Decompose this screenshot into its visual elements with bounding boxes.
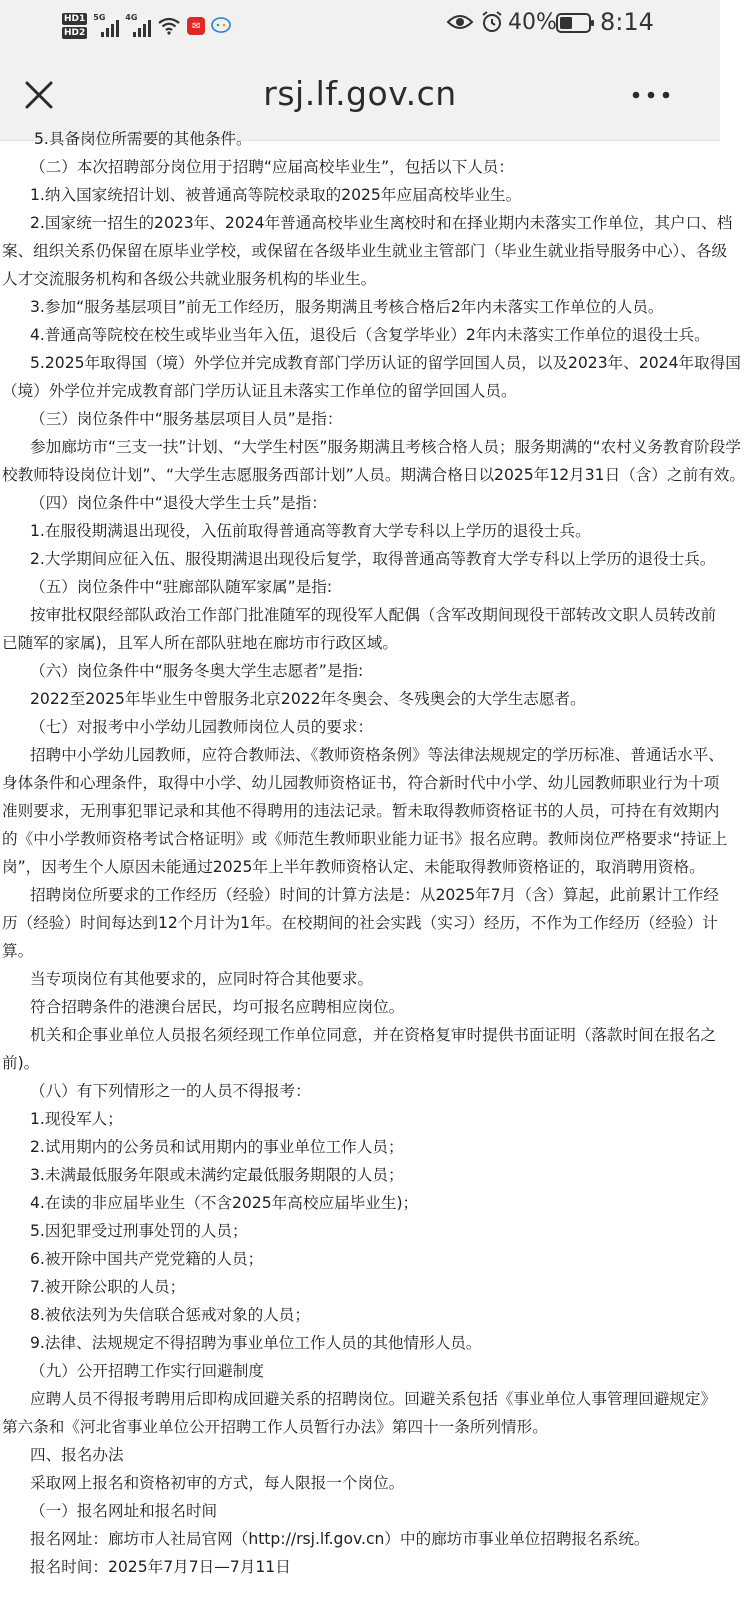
article-line: 3.未满最低服务年限或未满约定最低服务期限的人员； [30,1166,404,1184]
article-line: 四、报名办法 [30,1446,124,1464]
more-dots-icon[interactable] [630,82,674,108]
article-line: 5.因犯罪受过刑事处罚的人员； [30,1222,248,1240]
article-line: 参加廊坊市“三支一扶”计划、“大学生村医”服务期满且考核合格人员；服务期满的“农村义务教育阶段学 [30,438,741,456]
alarm-icon [480,10,504,34]
article-line: 1.在服役期满退出现役，入伍前取得普通高等教育大学专科以上学历的退役士兵。 [30,522,591,540]
article-line: 2.大学期间应征入伍、服役期满退出现役后复学，取得普通高等教育大学专科以上学历的退役士兵。 [30,550,716,568]
hd1-badge: HD1 [64,14,86,24]
article-line: 前)。 [2,1054,40,1072]
article-line: 准则要求，无刑事犯罪记录和其他不得聘用的违法记录。暂未取得教师资格证书的人员，可持在有效期内 [2,802,720,820]
notification-app-icon: ✉ [187,17,205,35]
article-line: 1.现役军人； [30,1110,123,1128]
article-line: （三）岗位条件中“服务基层项目人员”是指： [30,410,343,428]
article-line: 案、组织关系仍保留在原毕业学校，或保留在各级毕业生就业主管部门（毕业生就业指导服务中心）、各级 [2,242,728,260]
article-line: （六）岗位条件中“服务冬奥大学生志愿者”是指: [30,662,364,680]
article-line: 报名时间：2025年7月7日—7月11日 [30,1558,291,1576]
eye-comfort-icon [446,12,474,32]
battery-percent: 40% [508,10,557,35]
clock-time: 8:14 [600,8,654,36]
article-line: 3.参加“服务基层项目”前无工作经历，服务期满且考核合格后2年内未落实工作单位的人员。 [30,298,664,316]
article-line: 1.纳入国家统招计划、被普通高等院校录取的2025年应届高校毕业生。 [30,186,522,204]
article-line: 符合招聘条件的港澳台居民，均可报名应聘相应岗位。 [30,998,405,1016]
article-line: 报名网址：廊坊市人社局官网（http://rsj.lf.gov.cn）中的廊坊市事业单位招聘报名系统。 [30,1530,650,1548]
article-line: 7.被开除公职的人员； [30,1278,186,1296]
article-line: 算。 [2,942,34,960]
hd2-badge: HD2 [64,28,86,38]
article-line: 岗”，因考生个人原因未能通过2025年上半年教师资格认定、未能取得教师资格证的，取消聘用资格。 [2,858,705,876]
article-line: 5.2025年取得国（境）外学位并完成教育部门学历认证的留学回国人员，以及2023年、2024年取得国 [30,354,741,372]
article-line: 2022至2025年毕业生中曾服务北京2022年冬奥会、冬残奥会的大学生志愿者。 [30,690,586,708]
article-line: 已随军的家属)，且军人所在部队驻地在廊坊市行政区域。 [2,634,398,652]
chat-app-icon [211,17,231,35]
article-line: 2.试用期内的公务员和试用期内的事业单位工作人员； [30,1138,404,1156]
article-line: 6.被开除中国共产党党籍的人员； [30,1250,264,1268]
article-line: 招聘中小学幼儿园教师，应符合教师法、《教师资格条例》等法律法规规定的学历标准、普通话水平、 [30,746,724,764]
article-line: （八）有下列情形之一的人员不得报考： [30,1082,311,1100]
article-line: 9.法律、法规规定不得招聘为事业单位工作人员的其他情形人员。 [30,1334,482,1352]
article-line: 4.普通高等院校在校生或毕业当年入伍，退役后（含复学毕业）2年内未落实工作单位的退役士兵。 [30,326,710,344]
article-body [0,130,745,1600]
article-line: 校教师特设岗位计划”、“大学生志愿服务西部计划”人员。期满合格日以2025年12月31日（含）之前有效。 [2,466,745,484]
article-line: 的《中小学教师资格考试合格证明》或《师范生教师职业能力证书》报名应聘。教师岗位严格要求“持证上 [2,830,728,848]
article-line: 5.具备岗位所需要的其他条件。 [34,130,252,148]
article-line: （四）岗位条件中“退役大学生士兵”是指： [30,494,327,512]
wifi-icon [157,16,181,36]
sim1-signal-icon [93,15,119,37]
sim1-network-label: 5G [93,13,106,22]
status-bar [0,0,720,52]
article-line: 采取网上报名和资格初审的方式，每人限报一个岗位。 [30,1474,405,1492]
article-line: 人才交流服务机构和各级公共就业服务机构的毕业生。 [2,270,377,288]
article-line: 按审批权限经部队政治工作部门批准随军的现役军人配偶（含军改期间现役干部转改文职人员转改前 [30,606,717,624]
article-line: （九）公开招聘工作实行回避制度 [30,1362,264,1380]
sim2-signal-icon [125,15,151,37]
article-line: 第六条和《河北省事业单位公开招聘工作人员暂行办法》第四十一条所列情形。 [2,1418,548,1436]
article-line: （二）本次招聘部分岗位用于招聘“应届高校毕业生”，包括以下人员： [30,158,514,176]
hd-indicators [62,13,87,39]
article-line: （七）对报考中小学幼儿园教师岗位人员的要求： [30,718,374,736]
article-line: 2.国家统一招生的2023年、2024年普通高校毕业生离校时和在择业期内未落实工作单位，其户口、档 [30,214,733,232]
article-line: 8.被依法列为失信联合惩戒对象的人员； [30,1306,310,1324]
article-line: 应聘人员不得报考聘用后即构成回避关系的招聘岗位。回避关系包括《事业单位人事管理回避规定》 [30,1390,717,1408]
article-line: 招聘岗位所要求的工作经历（经验）时间的计算方法是：从2025年7月（含）算起，此前累计工作经 [30,886,719,904]
sim2-network-label: 4G [125,13,138,22]
page-url[interactable]: rsj.lf.gov.cn [263,74,457,113]
article-line: 4.在读的非应届毕业生（不含2025年高校应届毕业生)； [30,1194,419,1212]
article-line: （五）岗位条件中“驻廊部队随军家属”是指: [30,578,333,596]
article-line: 历（经验）时间每达到12个月计为1年。在校期间的社会实践（实习）经历，不作为工作经历（经验）计 [2,914,718,932]
article-line: 机关和企事业单位人员报名须经现工作单位同意，并在资格复审时提供书面证明（落款时间在报名之 [30,1026,717,1044]
article-line: （境）外学位并完成教育部门学历认证且未落实工作单位的留学回国人员。 [2,382,517,400]
article-line: （一）报名网址和报名时间 [30,1502,218,1520]
battery-icon [556,12,596,34]
article-line: 当专项岗位有其他要求的，应同时符合其他要求。 [30,970,374,988]
article-line: 身体条件和心理条件，取得中小学、幼儿园教师资格证书，符合新时代中小学、幼儿园教师职业行为十项 [2,774,720,792]
status-left-icons [62,6,231,46]
